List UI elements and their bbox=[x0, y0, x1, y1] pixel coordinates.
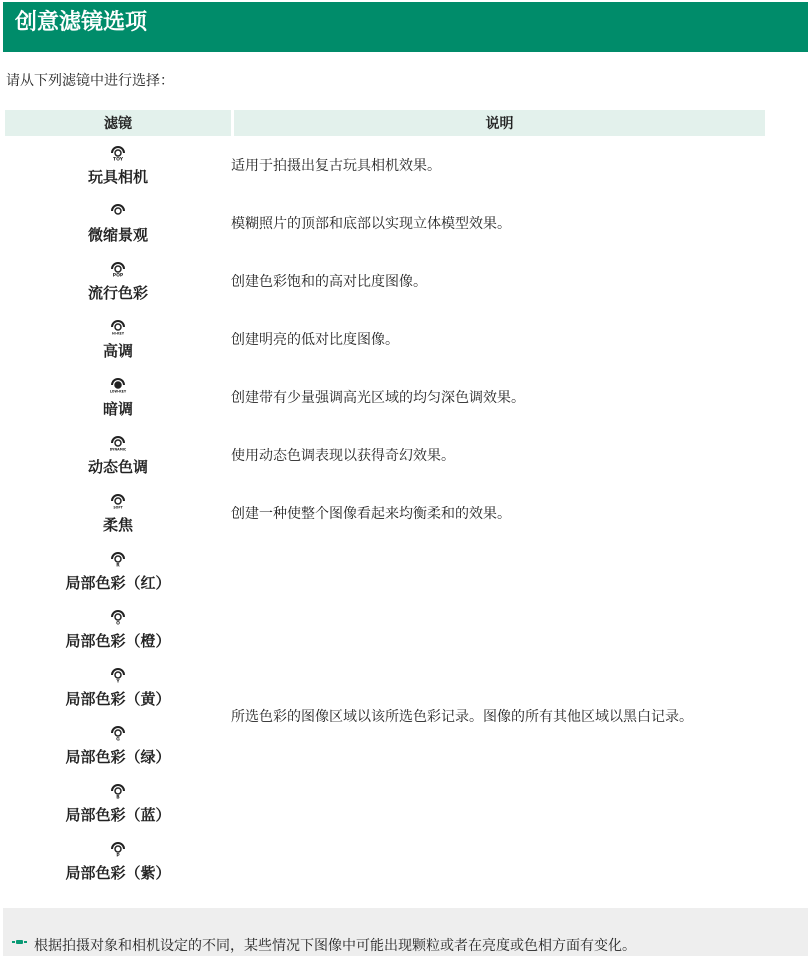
filter-name: 高调 bbox=[102, 342, 133, 360]
filter-name: 局部色彩（蓝） bbox=[65, 806, 171, 824]
icon-label: SOFT bbox=[113, 505, 123, 509]
filter-description: 创建带有少量强调高光区域的均匀深色调效果。 bbox=[231, 390, 525, 406]
filter-cell bbox=[5, 310, 231, 368]
filter-name: 局部色彩（黄） bbox=[65, 690, 171, 708]
icon-label: Y bbox=[116, 679, 120, 683]
dynamic-tone-icon bbox=[109, 433, 127, 451]
page-title: 创意滤镜选项 bbox=[15, 10, 148, 35]
filter-name: 玩具相机 bbox=[87, 168, 148, 186]
header-filter: 滤镜 bbox=[5, 110, 231, 136]
filter-cell bbox=[5, 252, 231, 310]
filter-cell bbox=[5, 774, 231, 832]
filter-name: 局部色彩（橙） bbox=[65, 632, 171, 650]
filter-description: 创建色彩饱和的高对比度图像。 bbox=[231, 274, 427, 290]
icon-label: POP bbox=[112, 273, 124, 277]
filter-cell bbox=[5, 426, 231, 484]
note-box bbox=[3, 908, 808, 956]
filter-description: 创建明亮的低对比度图像。 bbox=[231, 332, 399, 348]
icon-label: G bbox=[116, 737, 120, 741]
icon-label: DYNAMIC bbox=[109, 447, 127, 451]
table-row bbox=[5, 426, 765, 484]
partial-color-green-icon bbox=[109, 723, 127, 741]
filter-name: 局部色彩（红） bbox=[65, 574, 171, 592]
filter-cell bbox=[5, 368, 231, 426]
intro-text: 请从下列滤镜中进行选择： bbox=[6, 73, 174, 89]
partial-color-yellow-icon bbox=[109, 665, 127, 683]
low-key-icon bbox=[109, 375, 127, 393]
icon-label: LOW-KEY bbox=[109, 389, 127, 393]
note-icon bbox=[12, 938, 28, 946]
soft-focus-icon bbox=[109, 491, 127, 509]
icon-label: TOY bbox=[113, 157, 123, 161]
header-description: 说明 bbox=[231, 110, 765, 136]
icon-label: O bbox=[116, 621, 120, 625]
partial-color-purple-icon bbox=[109, 839, 127, 857]
filter-cell bbox=[5, 600, 231, 658]
filter-cell bbox=[5, 484, 231, 542]
filter-cell bbox=[5, 716, 231, 774]
filter-description: 适用于拍摄出复古玩具相机效果。 bbox=[231, 158, 441, 174]
table-row bbox=[5, 194, 765, 252]
table-row bbox=[5, 136, 765, 194]
filter-table bbox=[5, 110, 765, 890]
table-row bbox=[5, 542, 765, 600]
filter-cell bbox=[5, 832, 231, 890]
table-row bbox=[5, 484, 765, 542]
partial-color-description: 所选色彩的图像区域以该所选色彩记录。图像的所有其他区域以黑白记录。 bbox=[231, 709, 693, 725]
note-text: 根据拍摄对象和相机设定的不同，某些情况下图像中可能出现颗粒或者在亮度或色相方面有变化。 bbox=[34, 938, 636, 954]
icon-label: P bbox=[116, 853, 120, 857]
partial-color-red-icon bbox=[109, 549, 127, 567]
filter-name: 局部色彩（紫） bbox=[65, 864, 171, 882]
filter-name: 流行色彩 bbox=[87, 284, 148, 302]
filter-name: 微缩景观 bbox=[87, 226, 148, 244]
filter-description: 使用动态色调表现以获得奇幻效果。 bbox=[231, 448, 455, 464]
high-key-icon bbox=[109, 317, 127, 335]
filter-name: 暗调 bbox=[102, 400, 133, 418]
title-bar bbox=[3, 2, 808, 52]
filter-description: 模糊照片的顶部和底部以实现立体模型效果。 bbox=[231, 216, 511, 232]
pop-color-icon bbox=[109, 259, 127, 277]
miniature-icon bbox=[109, 201, 127, 219]
filter-cell bbox=[5, 542, 231, 600]
filter-name: 局部色彩（绿） bbox=[65, 748, 171, 766]
table-header-row bbox=[5, 110, 765, 136]
icon-label: Hi-KEY bbox=[111, 331, 125, 335]
filter-name: 动态色调 bbox=[87, 458, 148, 476]
toy-camera-icon bbox=[109, 143, 127, 161]
filter-description: 创建一种使整个图像看起来均衡柔和的效果。 bbox=[231, 506, 511, 522]
filter-cell bbox=[5, 658, 231, 716]
partial-color-blue-icon bbox=[109, 781, 127, 799]
table-row bbox=[5, 252, 765, 310]
partial-color-orange-icon bbox=[109, 607, 127, 625]
table-row bbox=[5, 310, 765, 368]
filter-cell bbox=[5, 136, 231, 194]
filter-name: 柔焦 bbox=[102, 516, 133, 534]
filter-table-body bbox=[5, 136, 765, 890]
filter-cell bbox=[5, 194, 231, 252]
table-row bbox=[5, 368, 765, 426]
icon-label: R bbox=[116, 563, 120, 567]
icon-label: B bbox=[116, 795, 120, 799]
